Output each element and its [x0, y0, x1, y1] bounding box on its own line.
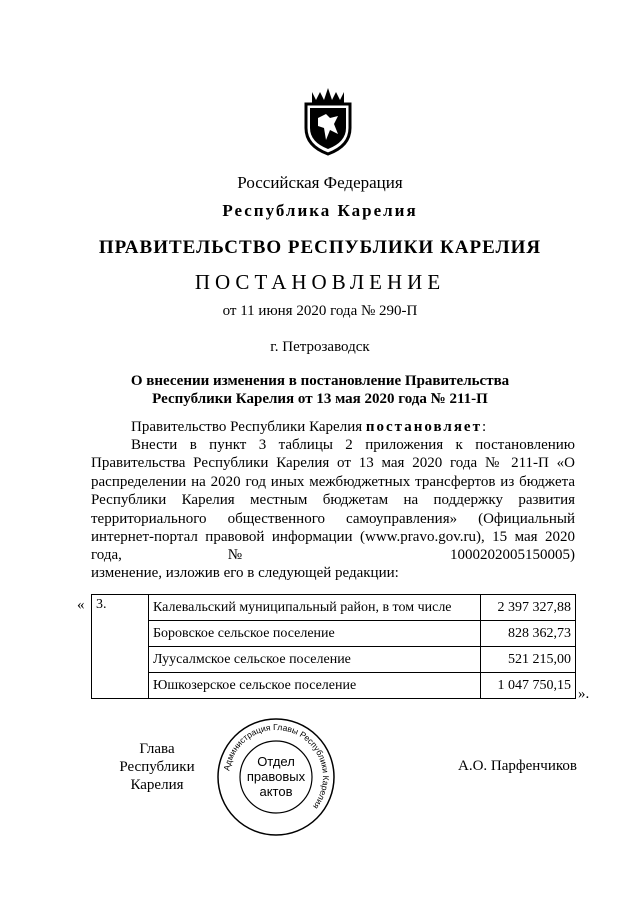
document-type: ПОСТАНОВЛЕНИЕ: [194, 270, 446, 294]
resolution-body-last-line: изменение, изложив его в следующей редакции:: [91, 565, 399, 581]
resolution-body: Внести в пункт 3 таблицы 2 приложения к постановлению Правительства Республики Карелия от 13 мая 2020 года № 211-П «О распределении на 2020 год иных межбюджетных трансфертов из бюджета Республики Карелия местным бюджетам на поддержку развития территориального общественного самоуправления» (Официальный интернет-портал правовой информации (www.pravo.gov.ru), 15 мая 2020 года, № 1000202005150005): [91, 437, 575, 564]
table-cell-value: 521 215,00: [481, 647, 576, 673]
signatory-title: [92, 740, 222, 794]
stamp-center-line-3: актов: [259, 784, 293, 799]
table-cell-name: Луусалмское сельское поселение: [149, 647, 481, 673]
title-line-1: О внесении изменения в постановление Правительства: [130, 373, 510, 389]
stamp-ring-textpath: Администрация Главы Республики Карелия: [221, 721, 332, 812]
stamp-center-line-1: Отдел: [257, 754, 295, 769]
document-date-number: от 11 июня 2020 года № 290-П: [222, 303, 418, 319]
item-number: 3.: [92, 595, 149, 699]
table-cell-name: Боровское сельское поселение: [149, 621, 481, 647]
signatory-title-line-2: Республики Карелия: [119, 759, 195, 793]
official-stamp: [215, 716, 337, 838]
table-row: [92, 673, 576, 699]
table-cell-value: 2 397 327,88: [481, 595, 576, 621]
amendment-table: [91, 594, 576, 699]
document-title: [0, 372, 640, 408]
signatory-title-line-1: Глава: [139, 741, 175, 757]
resolution-lead: [91, 418, 575, 436]
table-cell-value: 1 047 750,15: [481, 673, 576, 699]
table-cell-name: Калевальский муниципальный район, в том числе: [149, 595, 481, 621]
table-cell-value: 828 362,73: [481, 621, 576, 647]
lead-colon: :: [481, 419, 487, 435]
coat-of-arms-emblem: [300, 84, 356, 156]
republic-name: Республика Карелия: [222, 201, 418, 220]
signatory-name: А.О. Парфенчиков: [458, 758, 577, 774]
quote-close: ».: [578, 686, 590, 702]
table-row: [92, 595, 576, 621]
lead-text: Правительство Республики Карелия: [131, 419, 366, 435]
table-row: [92, 621, 576, 647]
quote-open: «: [77, 597, 85, 613]
lead-keyword: постановляет: [365, 419, 482, 435]
table-row: [92, 647, 576, 673]
stamp-center-line-2: правовых: [246, 769, 306, 784]
government-name: ПРАВИТЕЛЬСТВО РЕСПУБЛИКИ КАРЕЛИЯ: [98, 237, 542, 258]
table-cell-name: Юшкозерское сельское поселение: [149, 673, 481, 699]
country-name: Российская Федерация: [237, 173, 403, 192]
document-city: г. Петрозаводск: [270, 339, 370, 355]
title-line-2: Республики Карелия от 13 мая 2020 года № 211-П: [152, 391, 488, 407]
